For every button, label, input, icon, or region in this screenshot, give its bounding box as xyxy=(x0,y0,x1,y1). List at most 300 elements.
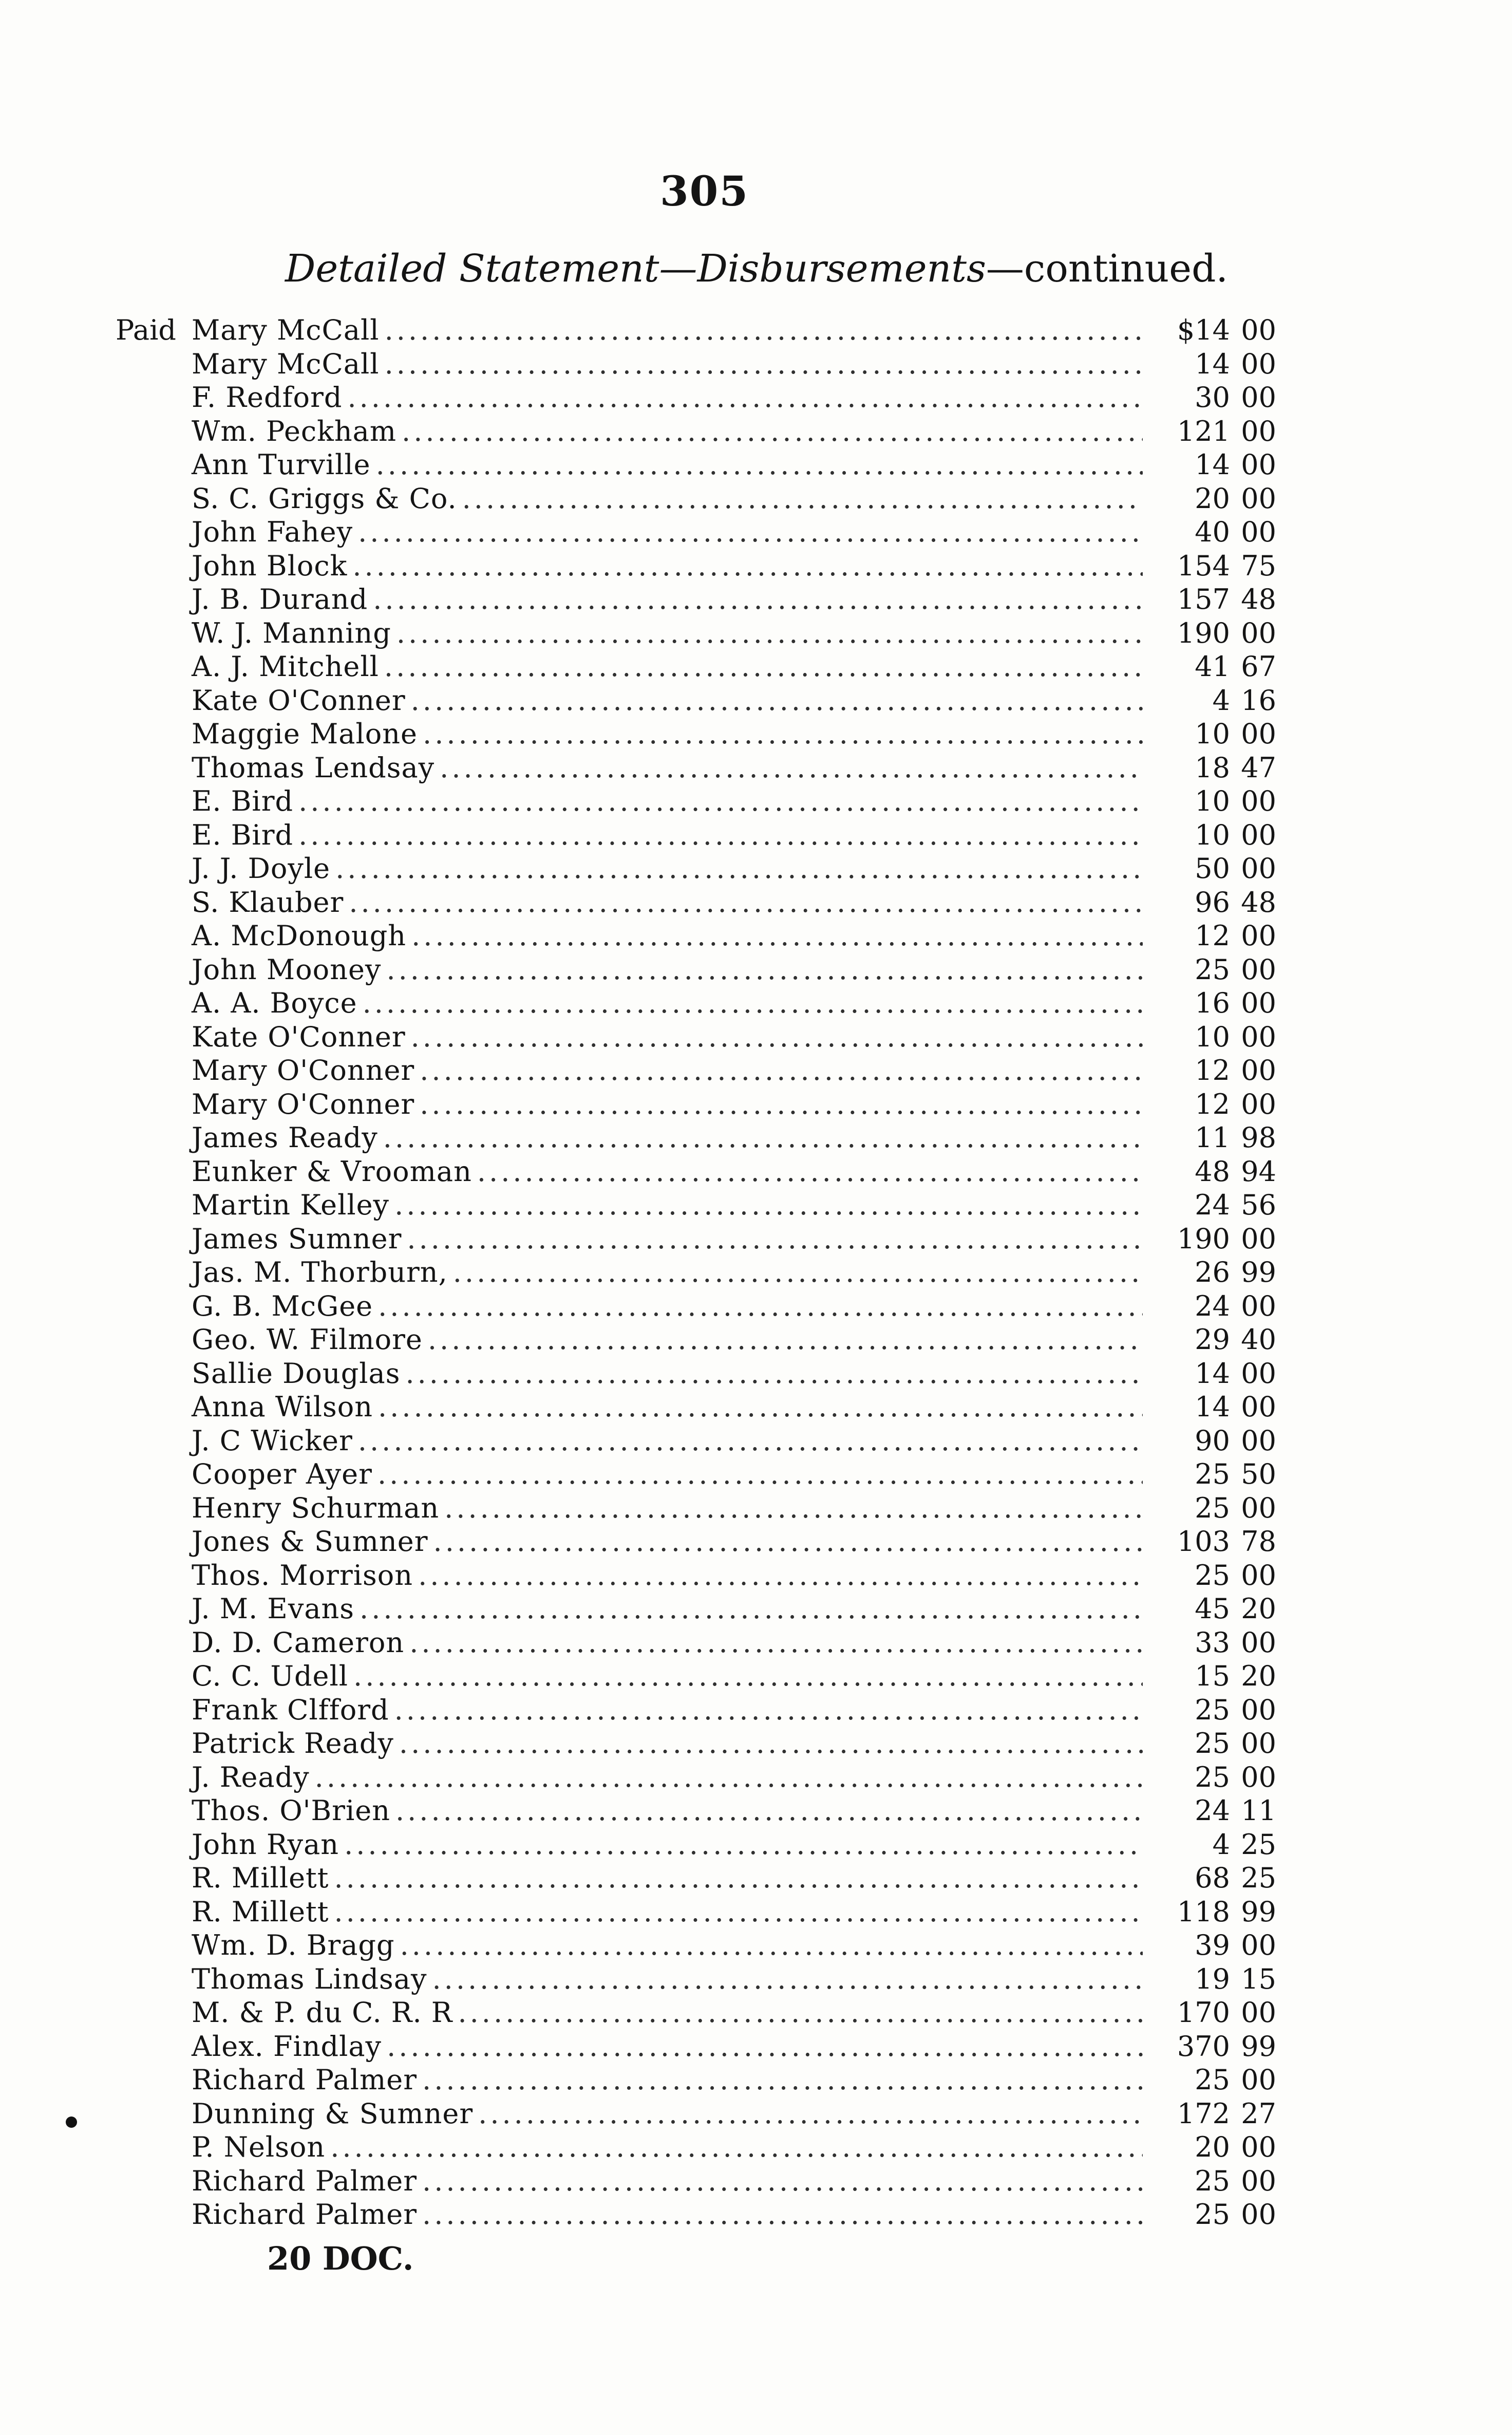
amount-dollars: 25 xyxy=(1195,1458,1230,1490)
statement-heading xyxy=(285,247,1228,291)
payment-amount xyxy=(1148,2030,1276,2064)
dot-leader xyxy=(344,1828,1143,1862)
payment-amount xyxy=(1148,1659,1276,1693)
payment-amount xyxy=(1148,583,1276,616)
payment-amount xyxy=(1148,1088,1276,1121)
payment-amount xyxy=(1148,1289,1276,1323)
amount-dollars: 25 xyxy=(1195,2064,1230,2096)
ledger-row xyxy=(116,1357,1276,1391)
payee-name: J. Ready xyxy=(192,1760,310,1793)
ledger-row xyxy=(116,2030,1276,2064)
payment-amount xyxy=(1148,2130,1276,2164)
ledger-row xyxy=(116,1996,1276,2030)
payee-name: M. & P. du C. R. R xyxy=(192,1996,453,2029)
amount-dollars: 25 xyxy=(1195,2164,1230,2197)
amount-dollars: 39 xyxy=(1195,1929,1230,1961)
ledger-row xyxy=(116,313,1276,347)
row-prefix: Paid xyxy=(116,314,176,346)
amount-dollars: 20 xyxy=(1195,482,1230,515)
amount-dollars: 20 xyxy=(1195,2131,1230,2163)
amount-dollars: 24 xyxy=(1195,1289,1230,1322)
amount-dollars: 121 xyxy=(1177,415,1230,447)
dot-leader xyxy=(358,1424,1143,1458)
payment-amount xyxy=(1148,515,1276,549)
ledger-row xyxy=(116,2097,1276,2131)
amount-cents: 00 xyxy=(1241,516,1276,548)
amount-dollars: 10 xyxy=(1195,1020,1230,1053)
amount-cents: 27 xyxy=(1241,2097,1276,2130)
payment-amount xyxy=(1148,818,1276,852)
amount-cents: 50 xyxy=(1241,1458,1276,1490)
payment-amount xyxy=(1148,1121,1276,1155)
ink-dot xyxy=(66,2116,77,2128)
dot-leader xyxy=(386,953,1143,987)
ledger-row xyxy=(116,919,1276,953)
dot-leader xyxy=(373,583,1143,616)
payee-name: Thomas Lendsay xyxy=(192,751,435,784)
amount-dollars: 25 xyxy=(1195,1559,1230,1591)
amount-dollars: 4 xyxy=(1212,1828,1230,1861)
amount-cents: 75 xyxy=(1241,549,1276,582)
amount-dollars: 103 xyxy=(1177,1525,1230,1558)
payment-amount xyxy=(1148,1928,1276,1962)
ledger-row xyxy=(116,1626,1276,1660)
amount-dollars: 190 xyxy=(1177,1222,1230,1255)
amount-cents: 56 xyxy=(1241,1189,1276,1221)
dot-leader xyxy=(478,2097,1143,2131)
payee-name: G. B. McGee xyxy=(192,1289,373,1322)
amount-dollars: 172 xyxy=(1177,2097,1230,2130)
dot-leader xyxy=(405,1357,1143,1391)
amount-dollars: 26 xyxy=(1195,1256,1230,1288)
payee-name: Frank Clfford xyxy=(192,1693,389,1726)
dot-leader xyxy=(422,2164,1143,2198)
payee-name: Dunning & Sumner xyxy=(192,2097,474,2130)
ledger-row xyxy=(116,650,1276,684)
payee-name: Sallie Douglas xyxy=(192,1357,401,1390)
amount-cents: 48 xyxy=(1241,886,1276,919)
payment-amount xyxy=(1148,1828,1276,1862)
amount-dollars: 12 xyxy=(1195,920,1230,952)
payment-amount xyxy=(1148,1996,1276,2030)
ledger-row xyxy=(116,1020,1276,1054)
payee-name: Maggie Malone xyxy=(192,718,418,750)
amount-cents: 00 xyxy=(1241,381,1276,414)
ledger-row xyxy=(116,1693,1276,1727)
amount-dollars: 14 xyxy=(1195,448,1230,481)
amount-dollars: 154 xyxy=(1177,549,1230,582)
ledger-row xyxy=(116,1962,1276,1996)
ledger-row xyxy=(116,1289,1276,1323)
payee-name: A. McDonough xyxy=(192,920,407,952)
payee-name: Anna Wilson xyxy=(192,1391,373,1423)
payee-name: Mary McCall xyxy=(192,314,380,346)
payment-amount xyxy=(1148,2164,1276,2198)
payee-name: Ann Turville xyxy=(192,448,371,481)
dot-leader xyxy=(298,784,1143,818)
amount-dollars: 48 xyxy=(1195,1155,1230,1188)
payment-amount xyxy=(1148,1054,1276,1088)
amount-dollars: 11 xyxy=(1195,1121,1230,1154)
amount-dollars: 24 xyxy=(1195,1794,1230,1827)
payment-amount xyxy=(1148,1357,1276,1391)
amount-dollars: 25 xyxy=(1195,2198,1230,2231)
payee-name: John Ryan xyxy=(192,1828,339,1861)
payee-name: Mary O'Conner xyxy=(192,1088,415,1120)
payee-name: Cooper Ayer xyxy=(192,1458,372,1490)
payee-name: Martin Kelley xyxy=(192,1189,390,1221)
dot-leader xyxy=(409,1626,1143,1660)
amount-dollars: 12 xyxy=(1195,1054,1230,1087)
amount-cents: 00 xyxy=(1241,1559,1276,1591)
payee-name: Kate O'Conner xyxy=(192,1020,406,1053)
payment-amount xyxy=(1148,1693,1276,1727)
payment-amount xyxy=(1148,381,1276,415)
amount-cents: 00 xyxy=(1241,1996,1276,2029)
payment-amount xyxy=(1148,751,1276,785)
dot-leader xyxy=(411,919,1143,953)
disbursement-ledger xyxy=(116,313,1276,2232)
payee-name: E. Bird xyxy=(192,785,294,817)
amount-dollars: 96 xyxy=(1195,886,1230,919)
dot-leader xyxy=(440,751,1143,785)
payment-amount xyxy=(1148,1424,1276,1458)
ledger-row xyxy=(116,1592,1276,1626)
dot-leader xyxy=(335,852,1143,886)
dot-leader xyxy=(385,347,1143,381)
ledger-row xyxy=(116,415,1276,448)
amount-dollars: 41 xyxy=(1195,650,1230,683)
payment-amount xyxy=(1148,650,1276,684)
payee-name: Richard Palmer xyxy=(192,2064,418,2096)
amount-dollars: 25 xyxy=(1195,1760,1230,1793)
ledger-row xyxy=(116,852,1276,886)
payment-amount xyxy=(1148,852,1276,886)
payment-amount xyxy=(1148,549,1276,583)
ledger-row xyxy=(116,1659,1276,1693)
heading-continued: —continued. xyxy=(986,247,1228,291)
amount-dollars: 33 xyxy=(1195,1626,1230,1659)
dot-leader xyxy=(411,684,1143,718)
amount-cents: 00 xyxy=(1241,1391,1276,1423)
ledger-row xyxy=(116,953,1276,987)
payee-name: S. Klauber xyxy=(192,886,344,919)
amount-cents: 94 xyxy=(1241,1155,1276,1188)
payee-name: Richard Palmer xyxy=(192,2164,418,2197)
payment-amount xyxy=(1148,616,1276,650)
amount-cents: 00 xyxy=(1241,852,1276,885)
amount-dollars: 18 xyxy=(1195,751,1230,784)
ledger-row xyxy=(116,2164,1276,2198)
payee-name: Mary McCall xyxy=(192,347,380,380)
amount-cents: 20 xyxy=(1241,1660,1276,1692)
dot-leader xyxy=(428,1323,1143,1357)
dot-leader xyxy=(315,1760,1143,1794)
ledger-row xyxy=(116,515,1276,549)
dot-leader xyxy=(360,1592,1143,1626)
payment-amount xyxy=(1148,1592,1276,1626)
ledger-row xyxy=(116,1155,1276,1189)
ledger-row xyxy=(116,1861,1276,1895)
dot-leader xyxy=(334,1895,1143,1929)
amount-cents: 00 xyxy=(1241,1088,1276,1120)
payment-amount xyxy=(1148,1525,1276,1559)
ledger-row xyxy=(116,616,1276,650)
ledger-row xyxy=(116,381,1276,415)
payment-amount xyxy=(1148,986,1276,1020)
payee-name: Richard Palmer xyxy=(192,2198,418,2231)
ledger-row xyxy=(116,448,1276,482)
payee-name: W. J. Manning xyxy=(192,616,391,649)
payee-name: Patrick Ready xyxy=(192,1727,394,1759)
dot-leader xyxy=(423,717,1143,751)
amount-cents: 11 xyxy=(1241,1794,1276,1827)
payment-amount xyxy=(1148,415,1276,448)
dot-leader xyxy=(432,1962,1143,1996)
ledger-row xyxy=(116,886,1276,920)
payee-name: John Fahey xyxy=(192,516,353,548)
heading-title: Detailed Statement—Disbursements xyxy=(285,247,986,291)
dot-leader xyxy=(385,313,1143,347)
payee-name: John Mooney xyxy=(192,953,382,986)
dot-leader xyxy=(353,1659,1143,1693)
ledger-row xyxy=(116,751,1276,785)
ledger-row xyxy=(116,1390,1276,1424)
amount-cents: 78 xyxy=(1241,1525,1276,1558)
amount-cents: 99 xyxy=(1241,1256,1276,1288)
amount-cents: 00 xyxy=(1241,2064,1276,2096)
payment-amount xyxy=(1148,717,1276,751)
amount-cents: 00 xyxy=(1241,1693,1276,1726)
dot-leader xyxy=(349,886,1143,920)
ledger-row xyxy=(116,1525,1276,1559)
payment-amount xyxy=(1148,1491,1276,1525)
payee-name: J. C Wicker xyxy=(192,1424,353,1457)
payment-amount xyxy=(1148,2063,1276,2097)
payment-amount xyxy=(1148,684,1276,718)
payment-amount xyxy=(1148,347,1276,381)
amount-dollars: 190 xyxy=(1177,616,1230,649)
amount-cents: 00 xyxy=(1241,1289,1276,1322)
payee-name: J. M. Evans xyxy=(192,1593,355,1625)
dot-leader xyxy=(462,482,1143,516)
page-number: 305 xyxy=(660,167,749,215)
dot-leader xyxy=(358,515,1143,549)
ledger-row xyxy=(116,717,1276,751)
amount-cents: 00 xyxy=(1241,1929,1276,1961)
amount-dollars: 170 xyxy=(1177,1996,1230,2029)
ledger-row xyxy=(116,1760,1276,1794)
payment-amount xyxy=(1148,482,1276,516)
ledger-row xyxy=(116,1424,1276,1458)
payment-amount xyxy=(1148,2198,1276,2232)
payment-amount xyxy=(1148,953,1276,987)
payee-name: Geo. W. Filmore xyxy=(192,1323,423,1356)
ledger-row xyxy=(116,2063,1276,2097)
dot-leader xyxy=(378,1390,1143,1424)
payee-name: James Sumner xyxy=(192,1222,402,1255)
payment-amount xyxy=(1148,1457,1276,1491)
payment-amount xyxy=(1148,1155,1276,1189)
amount-cents: 00 xyxy=(1241,616,1276,649)
dot-leader xyxy=(422,2198,1143,2232)
ledger-row xyxy=(116,1222,1276,1256)
dot-leader xyxy=(298,818,1143,852)
amount-cents: 47 xyxy=(1241,751,1276,784)
amount-cents: 00 xyxy=(1241,818,1276,851)
dot-leader xyxy=(407,1222,1143,1256)
ledger-row xyxy=(116,2198,1276,2232)
payee-name: Mary O'Conner xyxy=(192,1054,415,1087)
amount-dollars: 370 xyxy=(1177,2030,1230,2063)
ledger-row xyxy=(116,1323,1276,1357)
payee-name: Eunker & Vrooman xyxy=(192,1155,472,1188)
amount-dollars: 4 xyxy=(1212,684,1230,717)
amount-cents: 99 xyxy=(1241,2030,1276,2063)
dot-leader xyxy=(387,2030,1143,2064)
payment-amount xyxy=(1148,1222,1276,1256)
amount-cents: 00 xyxy=(1241,987,1276,1019)
ledger-row xyxy=(116,1895,1276,1929)
payment-amount xyxy=(1148,1020,1276,1054)
amount-dollars: 45 xyxy=(1195,1593,1230,1625)
dot-leader xyxy=(418,1559,1143,1593)
amount-cents: 00 xyxy=(1241,1054,1276,1087)
signature-mark: 20 DOC. xyxy=(267,2240,414,2277)
amount-dollars: 19 xyxy=(1195,1962,1230,1995)
payee-name: R. Millett xyxy=(192,1895,329,1928)
payee-name: A. J. Mitchell xyxy=(192,650,379,683)
amount-dollars: 157 xyxy=(1177,583,1230,615)
payee-name: Alex. Findlay xyxy=(192,2030,382,2063)
payee-name: J. J. Doyle xyxy=(192,852,331,885)
amount-dollars: 118 xyxy=(1177,1895,1230,1928)
amount-dollars: 25 xyxy=(1195,953,1230,986)
ledger-row xyxy=(116,1794,1276,1828)
ledger-row xyxy=(116,818,1276,852)
dot-leader xyxy=(396,616,1143,650)
dot-leader xyxy=(422,2063,1143,2097)
amount-dollars: 40 xyxy=(1195,516,1230,548)
amount-cents: 48 xyxy=(1241,583,1276,615)
dot-leader xyxy=(352,549,1143,583)
ledger-row xyxy=(116,684,1276,718)
ledger-row xyxy=(116,1088,1276,1121)
amount-dollars: 25 xyxy=(1195,1727,1230,1759)
amount-dollars: 25 xyxy=(1195,1693,1230,1726)
amount-cents: 00 xyxy=(1241,920,1276,952)
payee-name: R. Millett xyxy=(192,1862,329,1894)
amount-cents: 00 xyxy=(1241,2131,1276,2163)
amount-cents: 00 xyxy=(1241,953,1276,986)
amount-cents: 00 xyxy=(1241,448,1276,481)
payment-amount xyxy=(1148,886,1276,920)
dot-leader xyxy=(395,1794,1143,1828)
amount-cents: 00 xyxy=(1241,1727,1276,1759)
payee-name: Kate O'Conner xyxy=(192,684,406,717)
amount-dollars: 12 xyxy=(1195,1088,1230,1120)
amount-cents: 00 xyxy=(1241,1020,1276,1053)
dot-leader xyxy=(377,1457,1143,1491)
ledger-row xyxy=(116,986,1276,1020)
dot-leader xyxy=(399,1727,1143,1760)
ledger-row xyxy=(116,1559,1276,1593)
payment-amount xyxy=(1148,1861,1276,1895)
ledger-row xyxy=(116,1457,1276,1491)
payment-amount xyxy=(1148,1760,1276,1794)
amount-cents: 00 xyxy=(1241,1222,1276,1255)
ledger-row xyxy=(116,2130,1276,2164)
amount-cents: 00 xyxy=(1241,482,1276,515)
ledger-row xyxy=(116,1188,1276,1222)
ledger-row xyxy=(116,549,1276,583)
amount-dollars: 15 xyxy=(1195,1660,1230,1692)
amount-dollars: 68 xyxy=(1195,1862,1230,1894)
amount-cents: 16 xyxy=(1241,684,1276,717)
payee-name: James Ready xyxy=(192,1121,378,1154)
amount-cents: 00 xyxy=(1241,415,1276,447)
payment-amount xyxy=(1148,1559,1276,1593)
dot-leader xyxy=(334,1861,1143,1895)
payment-amount xyxy=(1148,313,1276,347)
payment-amount xyxy=(1148,1323,1276,1357)
dot-leader xyxy=(420,1088,1143,1121)
payee-name: John Block xyxy=(192,549,348,582)
dot-leader xyxy=(383,1121,1143,1155)
amount-cents: 00 xyxy=(1241,1424,1276,1457)
amount-cents: 00 xyxy=(1241,347,1276,380)
amount-cents: 00 xyxy=(1241,1357,1276,1390)
amount-dollars: 25 xyxy=(1195,1491,1230,1524)
dot-leader xyxy=(400,1928,1143,1962)
amount-cents: 99 xyxy=(1241,1895,1276,1928)
payee-name: A. A. Boyce xyxy=(192,987,357,1019)
dot-leader xyxy=(394,1188,1143,1222)
payee-name: D. D. Cameron xyxy=(192,1626,405,1659)
dot-leader xyxy=(453,1256,1143,1289)
amount-dollars: 14 xyxy=(1195,1357,1230,1390)
payment-amount xyxy=(1148,1188,1276,1222)
payee-name: Thomas Lindsay xyxy=(192,1962,427,1995)
payee-name: Jones & Sumner xyxy=(192,1525,428,1558)
payee-name: C. C. Udell xyxy=(192,1660,349,1692)
payment-amount xyxy=(1148,448,1276,482)
amount-cents: 00 xyxy=(1241,1626,1276,1659)
payment-amount xyxy=(1148,919,1276,953)
dot-leader xyxy=(330,2130,1143,2164)
amount-dollars: 10 xyxy=(1195,718,1230,750)
payment-amount xyxy=(1148,1626,1276,1660)
amount-cents: 00 xyxy=(1241,1491,1276,1524)
dot-leader xyxy=(402,415,1143,448)
amount-cents: 00 xyxy=(1241,718,1276,750)
amount-dollars: 10 xyxy=(1195,785,1230,817)
payment-amount xyxy=(1148,1895,1276,1929)
dot-leader xyxy=(420,1054,1143,1088)
payee-name: Henry Schurman xyxy=(192,1491,440,1524)
amount-dollars: 29 xyxy=(1195,1323,1230,1356)
dot-leader xyxy=(376,448,1143,482)
payee-name: Jas. M. Thorburn, xyxy=(192,1256,448,1288)
dot-leader xyxy=(394,1693,1143,1727)
payment-amount xyxy=(1148,2097,1276,2131)
ledger-row xyxy=(116,1121,1276,1155)
amount-cents: 25 xyxy=(1241,1828,1276,1861)
amount-dollars: 50 xyxy=(1195,852,1230,885)
amount-cents: 67 xyxy=(1241,650,1276,683)
dot-leader xyxy=(363,986,1143,1020)
amount-dollars: 14 xyxy=(1195,1391,1230,1423)
